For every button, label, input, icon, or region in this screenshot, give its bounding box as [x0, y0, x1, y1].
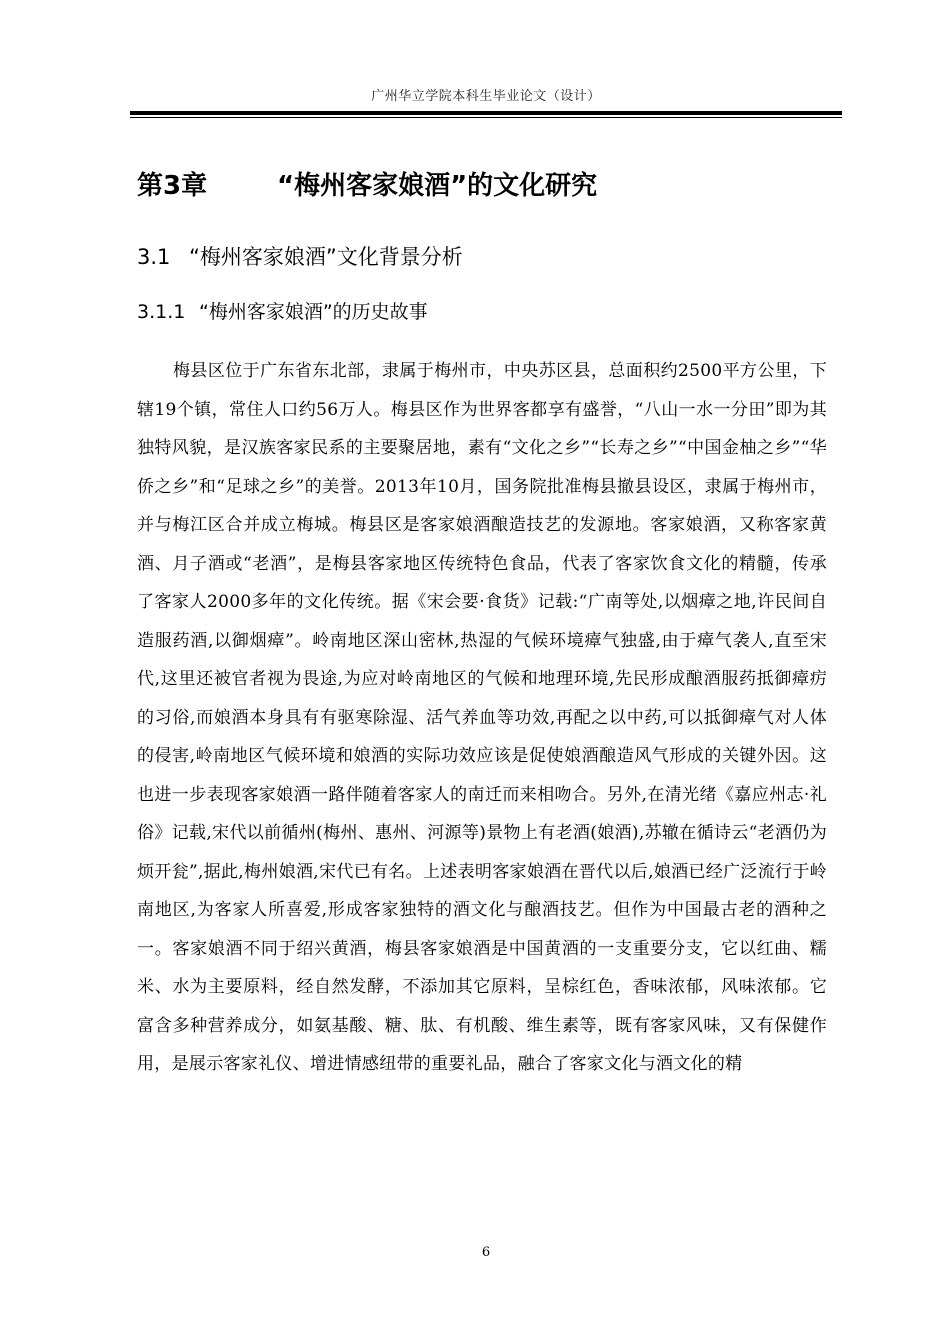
subsection-number: 3.1.1	[137, 301, 186, 323]
header-divider-thin	[130, 117, 842, 118]
body-paragraph: 梅县区位于广东省东北部，隶属于梅州市，中央苏区县，总面积约2500平方公里，下辖19个镇，常住人口约56万人。梅县区作为世界客都享有盛誉，“八山一水一分田”即为其独特风貌，是汉族客家民系的主要聚居地，素有“文化之乡”“长寿之乡”“中国金柚之乡”“华侨之乡”和“足球之乡”的美誉。2013年10月，国务院批准梅县撤县设区，隶属于梅州市，并与梅江区合并成立梅城。梅县区是客家娘酒酿造技艺的发源地。客家娘酒，又称客家黄酒、月子酒或“老酒”，是梅县客家地区传统特色食品，代表了客家饮食文化的精髓，传承了客家人2000多年的文化传统。据《宋会要·食货》记载:“广南等处,以烟瘴之地,许民间自造服药酒,以御烟瘴”。岭南地区深山密林,热湿的气候环境瘴气独盛,由于瘴气袭人,直至宋代,这里还被官者视为畏途,为应对岭南地区的气候和地理环境,先民形成酿酒服药抵御瘴疠的习俗,而娘酒本身具有有驱寒除湿、活气养血等功效,再配之以中药,可以抵御瘴气对人体的侵害,岭南地区气候环境和娘酒的实际功效应该是促使娘酒酿造风气形成的关键外因。这也进一步表现客家娘酒一路伴随着客家人的南迁而来相吻合。另外,在清光绪《嘉应州志·礼俗》记载,宋代以前循州(梅州、惠州、河源等)景物上有老酒(娘酒),苏辙在循诗云“老酒仍为烦开瓮”,据此,梅州娘酒,宋代已有名。上述表明客家娘酒在晋代以后,娘酒已经广泛流行于岭南地区,为客家人所喜爱,形成客家独特的酒文化与酿酒技艺。但作为中国最古老的酒种之一。客家娘酒不同于绍兴黄酒，梅县客家娘酒是中国黄酒的一支重要分支，它以红曲、糯米、水为主要原料，经自然发酵，不添加其它原料，呈棕红色，香味浓郁，风味浓郁。它富含多种营养成分，如氨基酸、糖、肽、有机酸、维生素等，既有客家风味，又有保健作用，是展示客家礼仪、增进情感纽带的重要礼品，融合了客家文化与酒文化的精	[137, 361, 827, 1074]
chapter-title-text: “梅州客家娘酒”的文化研究	[277, 171, 598, 201]
subsection-title	[137, 296, 428, 328]
page-number: 6	[481, 1245, 491, 1260]
section-title	[137, 240, 463, 274]
subsection-title-text: “梅州客家娘酒”的历史故事	[199, 301, 428, 323]
chapter-number: 第3章	[137, 171, 208, 201]
header-divider-thick	[130, 111, 842, 115]
chapter-title	[137, 166, 597, 206]
section-number: 3.1	[137, 245, 171, 269]
page-header: 广州华立学院本科生毕业论文（设计）	[371, 89, 601, 104]
section-title-text: “梅州客家娘酒”文化背景分析	[189, 245, 463, 269]
